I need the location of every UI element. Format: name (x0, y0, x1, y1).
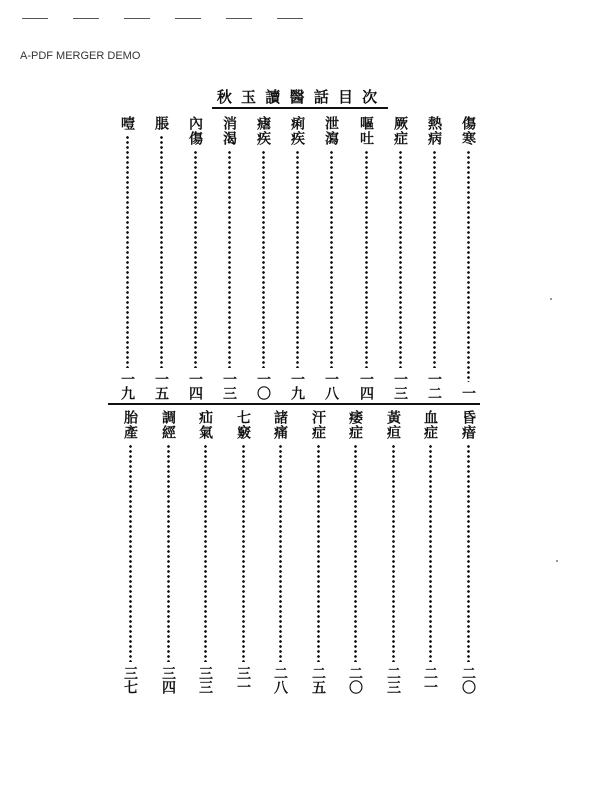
header-dash (277, 18, 303, 19)
toc-entry-page: 一五 (153, 372, 169, 400)
dot-leader (429, 444, 432, 662)
header-dash (175, 18, 201, 19)
toc-row-1 (106, 116, 488, 400)
toc-entry (111, 116, 143, 400)
toc-entry-page: 一四 (187, 372, 203, 400)
toc-entry-label: 泄瀉 (323, 116, 339, 146)
toc-entry-page: 三一 (235, 666, 251, 694)
dot-leader (296, 150, 299, 368)
toc-title: 秋 玉 讀 醫 話 目 次 (216, 88, 380, 106)
toc-entry-label: 熱病 (426, 116, 442, 146)
toc-entry-page: 一〇 (255, 372, 271, 400)
toc-entry-page: 一三 (221, 372, 237, 400)
scan-speck (556, 560, 558, 562)
toc-entry-label: 黃疸 (385, 410, 401, 440)
toc-entry-label: 痿症 (347, 410, 363, 440)
toc-entry-page: 一 (460, 386, 476, 400)
scan-speck (550, 298, 552, 300)
dot-leader (354, 444, 357, 662)
toc-entry-label: 消渴 (221, 116, 237, 146)
toc-entry (152, 410, 184, 694)
toc-entry-label: 痢疾 (289, 116, 305, 146)
toc-entry (414, 410, 446, 694)
toc-entry-page: 二〇 (347, 666, 363, 694)
toc-entry-label: 昏瘖 (460, 410, 476, 440)
toc-entry (189, 410, 221, 694)
dot-leader (279, 444, 282, 662)
toc-entry (145, 116, 177, 400)
dot-leader (262, 150, 265, 368)
header-dash (22, 18, 48, 19)
toc-entry (281, 116, 313, 400)
toc-entry (350, 116, 382, 400)
title-underline (212, 107, 388, 109)
header-dash (73, 18, 99, 19)
toc-entry (213, 116, 245, 400)
toc-entry-label: 瘧疾 (255, 116, 271, 146)
toc-row-2 (106, 410, 488, 694)
toc-entry (227, 410, 259, 694)
dot-leader (167, 444, 170, 662)
dot-leader (194, 150, 197, 368)
toc-entry-page: 二三 (385, 666, 401, 694)
toc-entry (339, 410, 371, 694)
dot-leader (433, 150, 436, 368)
toc-entry-page: 一四 (358, 372, 374, 400)
toc-entry-label: 血症 (422, 410, 438, 440)
toc-entry-label: 傷寒 (460, 116, 476, 146)
toc-entry (114, 410, 146, 694)
toc-entry-page: 一八 (323, 372, 339, 400)
header-dash (124, 18, 150, 19)
toc-entry-label: 胎產 (122, 410, 138, 440)
toc-entry-page: 一九 (119, 372, 135, 400)
toc-entry-page: 二〇 (460, 666, 476, 694)
toc-title-wrap (208, 86, 388, 107)
toc-entry (302, 410, 334, 694)
dot-leader (204, 444, 207, 662)
dot-leader (242, 444, 245, 662)
toc-entry-label: 七竅 (235, 410, 251, 440)
toc-entry-page: 一二 (426, 372, 442, 400)
toc-entry-label: 嘔吐 (358, 116, 374, 146)
toc-entry-label: 脹 (153, 116, 169, 131)
toc-entry (418, 116, 450, 400)
row-divider (108, 403, 480, 405)
toc-entry-page: 二五 (310, 666, 326, 694)
toc-entry-page: 三四 (160, 666, 176, 694)
dot-leader (317, 444, 320, 662)
dot-leader (467, 444, 470, 662)
toc-entry-label: 噎 (119, 116, 135, 131)
dot-leader (467, 150, 470, 382)
header-dashes (22, 18, 328, 19)
header-dash (226, 18, 252, 19)
toc-entry-page: 二一 (422, 666, 438, 694)
toc-entry-page: 一九 (289, 372, 305, 400)
toc-entry-page: 三七 (122, 666, 138, 694)
toc-entry-label: 內傷 (187, 116, 203, 146)
toc-entry-label: 汗症 (310, 410, 326, 440)
toc-entry (452, 410, 484, 694)
toc-entry-label: 厥症 (392, 116, 408, 146)
toc-entry-page: 三三 (197, 666, 213, 694)
toc-entry-page: 二八 (272, 666, 288, 694)
dot-leader (126, 135, 129, 368)
toc-entry-label: 諸痛 (272, 410, 288, 440)
toc-entry-page: 一三 (392, 372, 408, 400)
dot-leader (399, 150, 402, 368)
dot-leader (330, 150, 333, 368)
toc-entry (247, 116, 279, 400)
toc-entry (179, 116, 211, 400)
watermark-text: A-PDF MERGER DEMO (20, 50, 141, 62)
toc-entry (264, 410, 296, 694)
toc-entry-label: 調經 (160, 410, 176, 440)
toc-entry (315, 116, 347, 400)
dot-leader (160, 135, 163, 368)
toc-entry (384, 116, 416, 400)
toc-entry-label: 疝氣 (197, 410, 213, 440)
toc-entry (452, 116, 484, 400)
dot-leader (228, 150, 231, 368)
dot-leader (129, 444, 132, 662)
toc-entry (377, 410, 409, 694)
dot-leader (392, 444, 395, 662)
dot-leader (365, 150, 368, 368)
